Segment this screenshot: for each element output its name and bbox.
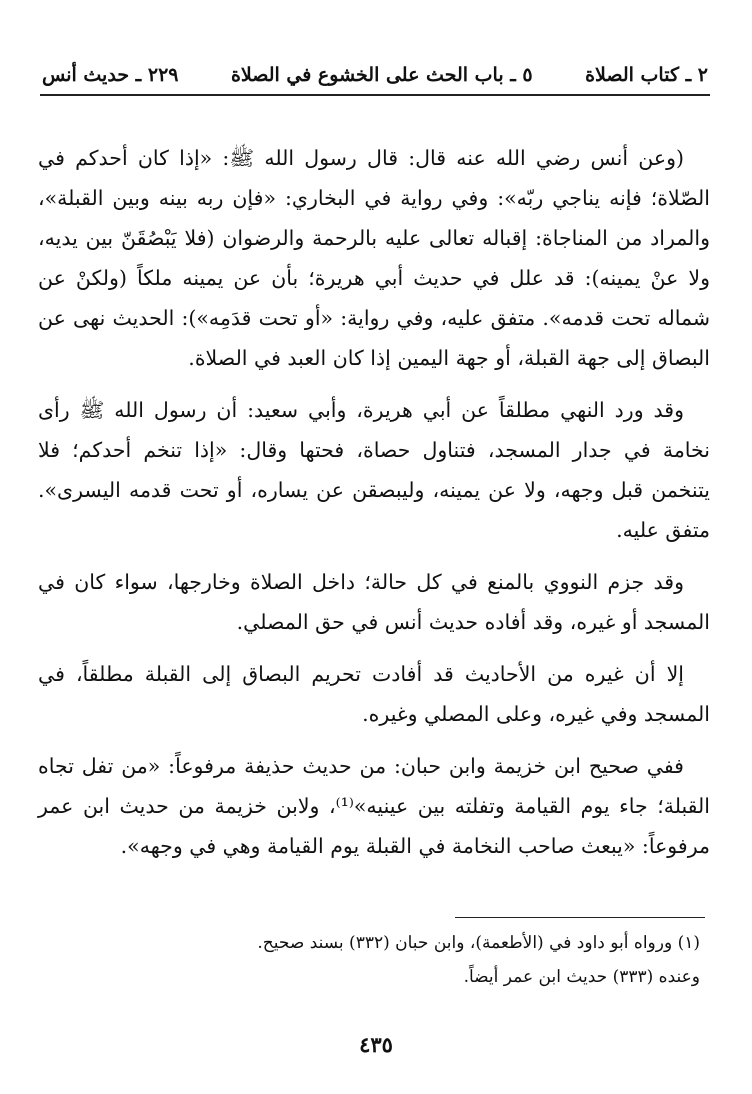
footnotes: [60, 926, 710, 994]
footnote-1: (١) ورواه أبو داود في (الأطعمة)، وابن حبان (٣٣٢) بسند صحيح.: [257, 933, 700, 953]
paragraph-1: (وعن أنس رضي الله عنه قال: قال رسول الله ﷺ: «إذا كان أحدكم في الصّلاة؛ فإنه يناجي ربّه»: وفي رواية في البخاري: «فإن ربه بينه وبين القبلة»، والمراد من المناجاة: إقباله تعالى عليه بالرحمة والرضوان (فلا يَبْصُقَنّ بين يديه، ولا عنْ يمينه): قد علل في حديث أبي هريرة؛ بأن عن يمينه ملكاً (ولكنْ عن شماله تحت قدمه». متفق عليه، وفي رواية: «أو تحت قدَمِه»): الحديث نهى عن البصاق إلى جهة القبلة، أو جهة اليمين إذا كان العبد في الصلاة.: [38, 146, 710, 370]
footnote-1-continued: وعنده (٣٣٣) حديث ابن عمر أيضاً.: [463, 967, 700, 987]
paragraph-3: وقد جزم النووي بالمنع في كل حالة؛ داخل الصلاة وخارجها، سواء كان في المسجد أو غيره، وقد أفاده حديث أنس في حق المصلي.: [38, 570, 710, 634]
page-number: ٤٣٥: [359, 1032, 393, 1057]
paragraph-5: ففي صحيح ابن خزيمة وابن حبان: من حديث حذيفة مرفوعاً: «من تفل تجاه القبلة؛ جاء يوم القيامة وتفلته بين عينيه»⁽¹⁾، ولابن خزيمة من حديث ابن عمر مرفوعاً: «يبعث صاحب النخامة في القبلة يوم القيامة وهي في وجهه».: [38, 754, 710, 858]
paragraph-2: وقد ورد النهي مطلقاً عن أبي هريرة، وأبي سعيد: أن رسول الله ﷺ رأى نخامة في جدار المسجد، فتناول حصاة، فحتها وقال: «إذا تنخم أحدكم؛ فلا يتنخمن قبل وجهه، ولا عن يمينه، وليبصقن عن يساره، أو تحت قدمه اليسرى». متفق عليه.: [38, 398, 710, 542]
header-divider: [40, 94, 710, 96]
paragraph-4: إلا أن غيره من الأحاديث قد أفادت تحريم البصاق إلى القبلة مطلقاً، في المسجد وفي غيره، وعلى المصلي وغيره.: [38, 662, 710, 726]
header-chapter: ٢ ـ كتاب الصلاة: [585, 64, 708, 86]
main-text: [38, 138, 710, 878]
header-hadith: ٢٢٩ ـ حديث أنس: [42, 64, 179, 86]
running-header: [42, 58, 708, 92]
header-section: ٥ ـ باب الحث على الخشوع في الصلاة: [230, 64, 533, 86]
footnote-divider: [455, 917, 705, 918]
